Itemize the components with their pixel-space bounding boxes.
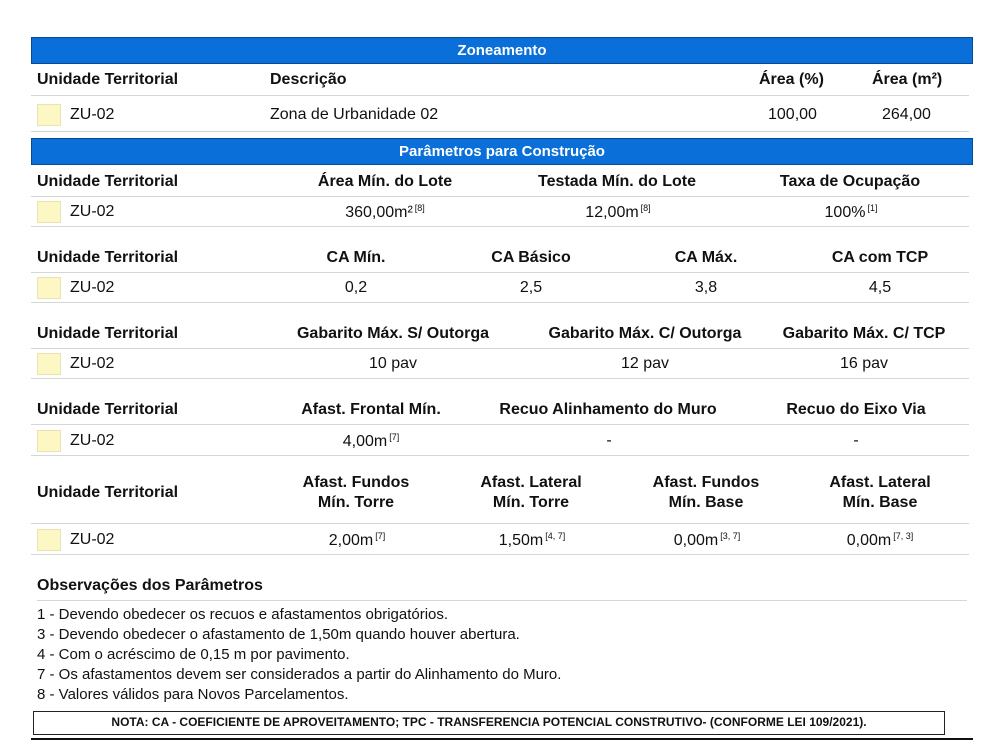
ca-min-value: 0,2	[344, 279, 368, 296]
header-area-min-lote: Área Mín. do Lote	[317, 173, 453, 190]
zone-color-swatch	[37, 430, 61, 452]
divider	[31, 272, 969, 273]
header-area-m2: Área (m²)	[872, 71, 943, 88]
zone-unit: ZU-02	[70, 355, 115, 372]
header-afast-lateral-torre-1: Afast. Lateral	[480, 474, 582, 491]
header-ca-tcp: CA com TCP	[831, 249, 929, 266]
divider	[31, 378, 969, 379]
nota-box: NOTA: CA - COEFICIENTE DE APROVEITAMENTO; TPC - TRANSFERENCIA POTENCIAL CONSTRUTIVO- (CONFORME LEI 109/2021).	[33, 711, 945, 735]
afast-lateral-base-value: 0,00m [7, 3]	[846, 531, 914, 549]
header-afast-fundos-base-1: Afast. Fundos	[652, 474, 760, 491]
header-unidade: Unidade Territorial	[37, 484, 179, 501]
zone-color-swatch	[37, 529, 61, 551]
header-unidade: Unidade Territorial	[37, 401, 179, 418]
observacao-item: 8 - Valores válidos para Novos Parcelamentos.	[37, 686, 349, 703]
divider	[31, 424, 969, 425]
header-unidade: Unidade Territorial	[37, 173, 179, 190]
divider	[31, 131, 969, 132]
divider	[37, 600, 967, 601]
observacao-item: 7 - Os afastamentos devem ser considerados a partir do Alinhamento do Muro.	[37, 666, 562, 683]
zone-unit: ZU-02	[70, 432, 115, 449]
zone-color-swatch	[37, 201, 61, 223]
divider	[31, 523, 969, 524]
header-afast-lateral-base-1: Afast. Lateral	[829, 474, 931, 491]
observacao-item: 4 - Com o acréscimo de 0,15 m por pavimento.	[37, 646, 350, 663]
header-ca-min: CA Mín.	[326, 249, 386, 266]
zone-description: Zona de Urbanidade 02	[270, 106, 439, 123]
gabarito-headers	[31, 325, 973, 345]
afast-torre-base-headers	[31, 473, 973, 515]
footnote-ref: [3, 7]	[720, 531, 741, 541]
header-afast-fundos-base-2: Mín. Base	[668, 494, 744, 511]
divider	[31, 455, 969, 456]
afast-lateral-torre-value: 1,50m [4, 7]	[498, 531, 566, 549]
header-unidade: Unidade Territorial	[37, 249, 179, 266]
gabarito-row	[31, 352, 973, 376]
divider	[31, 302, 969, 303]
parametros-header	[31, 138, 973, 165]
header-ca-basico: CA Básico	[491, 249, 571, 266]
zone-unit: ZU-02	[70, 106, 115, 123]
header-gabarito-s-outorga: Gabarito Máx. S/ Outorga	[296, 325, 490, 342]
gabarito-c-tcp-value: 16 pav	[839, 355, 889, 372]
header-unidade: Unidade Territorial	[37, 71, 179, 88]
afast-fundos-base-value: 0,00m [3, 7]	[673, 531, 741, 549]
zoneamento-column-headers	[31, 71, 973, 91]
afastamento-row	[31, 429, 973, 453]
zone-color-swatch	[37, 104, 61, 126]
divider	[31, 196, 969, 197]
divider	[31, 226, 969, 227]
header-afast-fundos-torre-2: Mín. Torre	[317, 494, 395, 511]
header-recuo-eixo: Recuo do Eixo Via	[786, 401, 926, 418]
recuo-eixo-value: -	[853, 432, 859, 449]
afast-fundos-torre-value: 2,00m [7]	[328, 531, 386, 549]
header-ca-max: CA Máx.	[674, 249, 738, 266]
area-min-lote-value: 360,00m² [8]	[345, 203, 425, 221]
header-gabarito-c-tcp: Gabarito Máx. C/ TCP	[782, 325, 946, 342]
header-area-pct: Área (%)	[759, 71, 824, 88]
header-recuo-muro: Recuo Alinhamento do Muro	[499, 401, 717, 418]
header-taxa-ocupacao: Taxa de Ocupação	[779, 173, 921, 190]
footnote-ref: [7]	[389, 432, 400, 442]
zone-area-pct: 100,00	[768, 106, 817, 123]
zone-color-swatch	[37, 277, 61, 299]
ca-basico-value: 2,5	[519, 279, 543, 296]
footnote-ref: [8]	[640, 203, 651, 213]
lote-row	[31, 200, 973, 224]
header-afast-fundos-torre-1: Afast. Fundos	[302, 474, 410, 491]
footnote-ref: [8]	[414, 203, 425, 213]
observacao-item: 3 - Devendo obedecer o afastamento de 1,50m quando houver abertura.	[37, 626, 520, 643]
observacao-item: 1 - Devendo obedecer os recuos e afastamentos obrigatórios.	[37, 606, 449, 623]
afast-frontal-value: 4,00m [7]	[342, 432, 400, 450]
zone-unit: ZU-02	[70, 531, 115, 548]
zoneamento-title: Zoneamento	[457, 42, 547, 59]
header-unidade: Unidade Territorial	[37, 325, 179, 342]
observacoes-title: Observações dos Parâmetros	[37, 577, 263, 594]
header-testada-min-lote: Testada Mín. do Lote	[538, 173, 696, 190]
gabarito-s-outorga-value: 10 pav	[368, 355, 418, 372]
zone-unit: ZU-02	[70, 279, 115, 296]
zone-color-swatch	[37, 353, 61, 375]
footnote-ref: [1]	[867, 203, 878, 213]
header-afast-lateral-torre-2: Mín. Torre	[492, 494, 570, 511]
afastamento-headers	[31, 401, 973, 421]
divider	[31, 554, 969, 555]
divider	[31, 95, 969, 96]
lote-headers	[31, 173, 973, 193]
header-afast-frontal: Afast. Frontal Mín.	[301, 401, 441, 418]
footnote-ref: [7]	[375, 531, 386, 541]
header-afast-lateral-base-2: Mín. Base	[842, 494, 918, 511]
footnote-ref: [4, 7]	[545, 531, 566, 541]
ca-tcp-value: 4,5	[868, 279, 892, 296]
parametros-title: Parâmetros para Construção	[399, 143, 605, 160]
divider	[31, 348, 969, 349]
zone-area-m2: 264,00	[882, 106, 931, 123]
footnote-ref: [7, 3]	[893, 531, 914, 541]
recuo-muro-value: -	[606, 432, 612, 449]
afast-torre-base-row	[31, 528, 973, 552]
ca-headers	[31, 249, 973, 269]
header-descricao: Descrição	[270, 71, 347, 88]
gabarito-c-outorga-value: 12 pav	[620, 355, 670, 372]
testada-min-lote-value: 12,00m [8]	[585, 203, 651, 221]
ca-row	[31, 276, 973, 300]
zoneamento-row	[31, 104, 973, 128]
zoneamento-header	[31, 37, 973, 64]
bottom-border	[31, 738, 973, 740]
header-gabarito-c-outorga: Gabarito Máx. C/ Outorga	[548, 325, 742, 342]
ca-max-value: 3,8	[694, 279, 718, 296]
zone-unit: ZU-02	[70, 203, 115, 220]
taxa-ocupacao-value: 100% [1]	[824, 203, 878, 221]
